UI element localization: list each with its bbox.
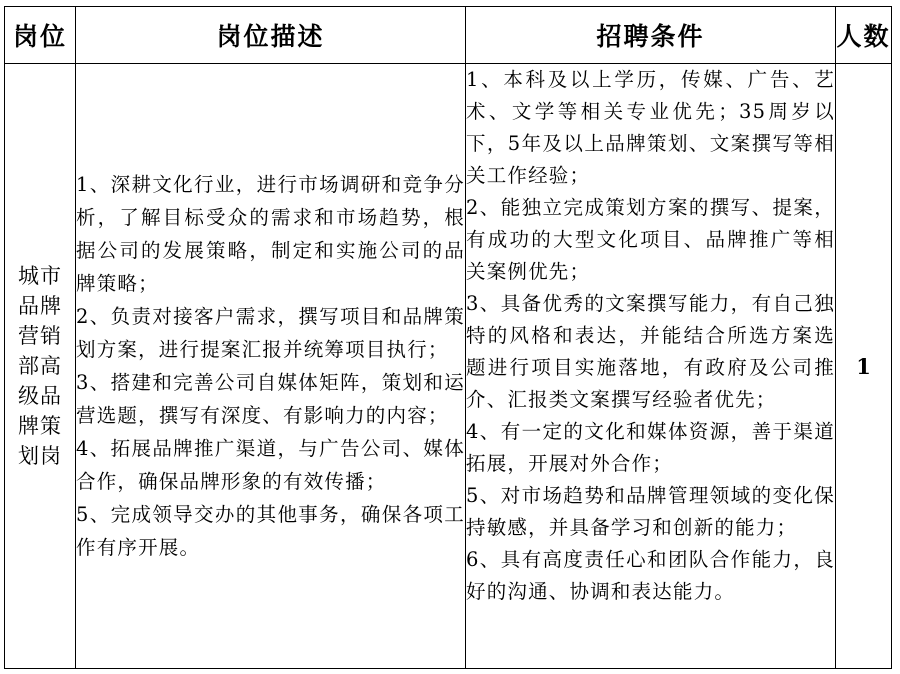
description-item: 1、深耕文化行业，进行市场调研和竞争分析，了解目标受众的需求和市场趋势，根据公司的发展策略，制定和实施公司的品牌策略； bbox=[76, 173, 465, 295]
job-posting-table bbox=[4, 6, 892, 669]
table-row bbox=[5, 64, 892, 669]
description-item: 4、拓展品牌推广渠道，与广告公司、媒体合作，确保品牌形象的有效传播； bbox=[76, 437, 465, 493]
description-item: 5、完成领导交办的其他事务，确保各项工作有序开展。 bbox=[76, 503, 465, 559]
requirement-item: 2、能独立完成策划方案的撰写、提案，有成功的大型文化项目、品牌推广等相关案例优先； bbox=[466, 196, 835, 283]
description-cell bbox=[76, 64, 466, 669]
requirement-item: 1、本科及以上学历，传媒、广告、艺术、文学等相关专业优先；35周岁以下，5年及以上品牌策划、文案撰写等相关工作经验； bbox=[466, 68, 835, 187]
headcount-cell: 1 bbox=[836, 64, 892, 669]
requirement-item: 3、具备优秀的文案撰写能力，有自己独特的风格和表达，并能结合所选方案选题进行项目实施落地，有政府及公司推介、汇报类文案撰写经验者优先； bbox=[466, 292, 835, 411]
requirement-item: 4、有一定的文化和媒体资源，善于渠道拓展，开展对外合作； bbox=[466, 420, 835, 475]
position-cell bbox=[5, 64, 76, 669]
header-requirements: 招聘条件 bbox=[466, 7, 836, 64]
header-position: 岗位 bbox=[5, 7, 76, 64]
table-header-row bbox=[5, 7, 892, 64]
requirement-item: 6、具有高度责任心和团队合作能力，良好的沟通、协调和表达能力。 bbox=[466, 548, 835, 603]
requirement-item: 5、对市场趋势和品牌管理领域的变化保持敏感，并具备学习和创新的能力； bbox=[466, 484, 835, 539]
description-item: 2、负责对接客户需求，撰写项目和品牌策划方案，进行提案汇报并统筹项目执行； bbox=[76, 305, 465, 361]
position-title: 城市品牌营销部高级品牌策划岗 bbox=[18, 264, 62, 468]
header-description: 岗位描述 bbox=[76, 7, 466, 64]
header-count: 人数 bbox=[836, 7, 892, 64]
requirements-cell bbox=[466, 64, 836, 669]
description-item: 3、搭建和完善公司自媒体矩阵，策划和运营选题，撰写有深度、有影响力的内容； bbox=[76, 371, 465, 427]
